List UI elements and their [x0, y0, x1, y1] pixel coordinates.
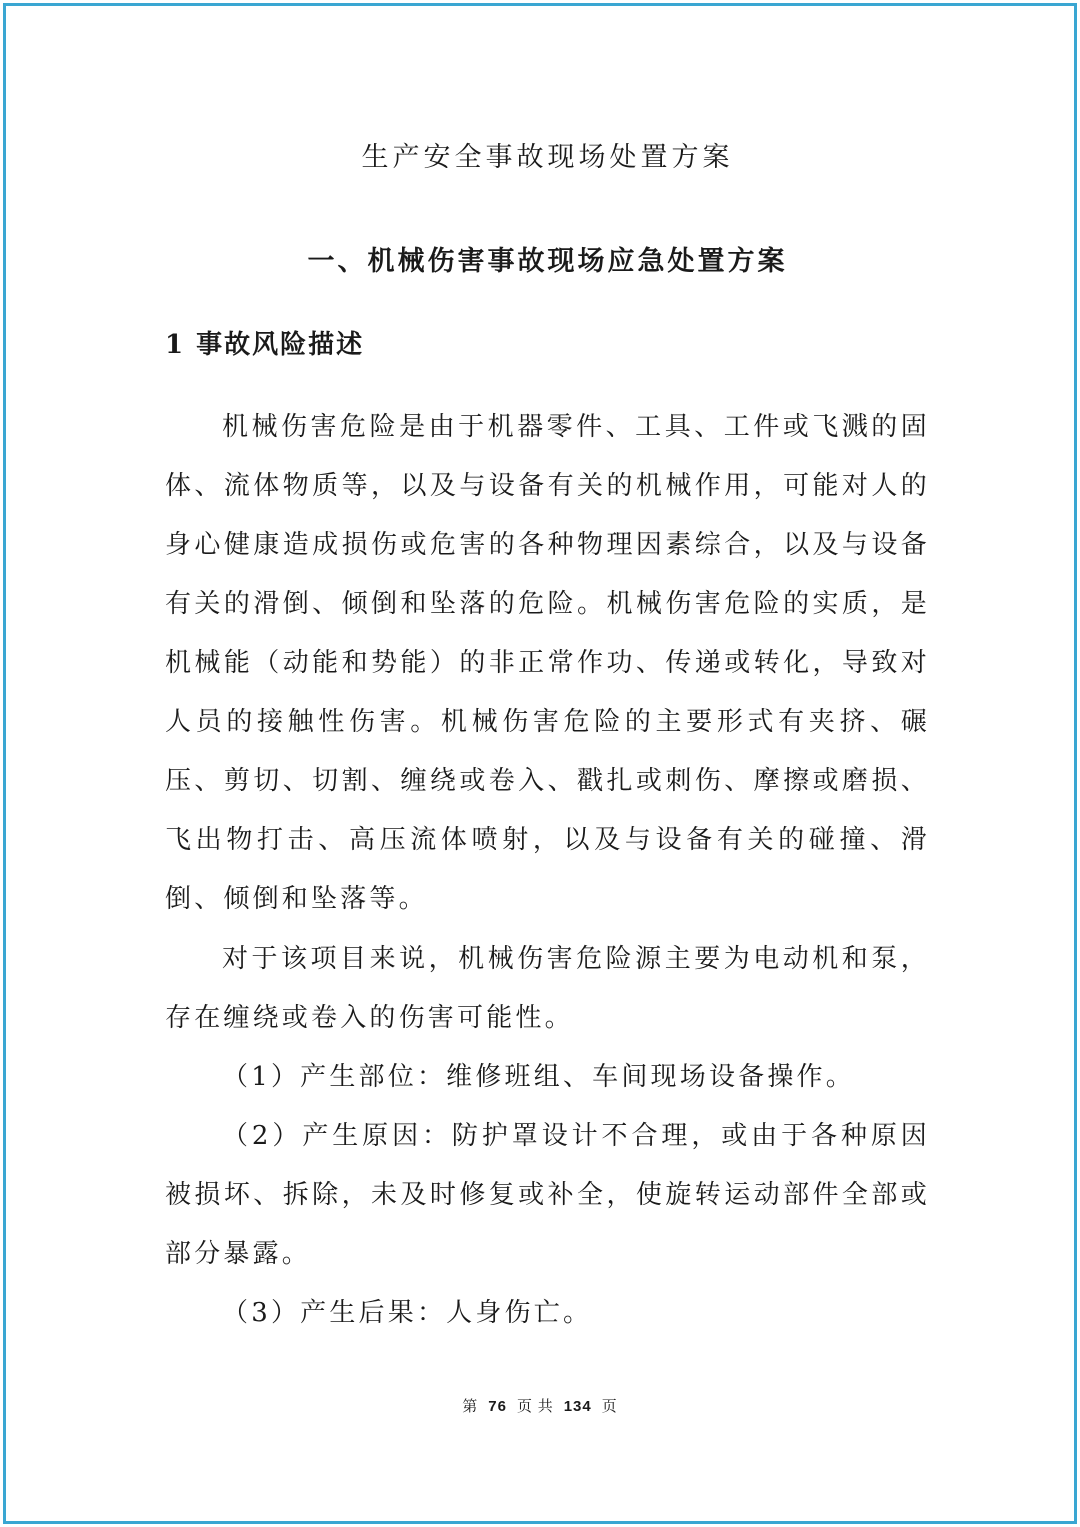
document-title: 生产安全事故现场处置方案	[361, 142, 734, 173]
paragraph-risk-description: 机械伤害危险是由于机器零件、工具、工件或飞溅的固体、流体物质等，以及与设备有关的机械作用，可能对人的身心健康造成损伤或危害的各种物理因素综合，以及与设备有关的滑倒、倾倒和坠落的危险。机械伤害危险的实质，是机械能（动能和势能）的非正常作功、传递或转化，导致对人员的接触性伤害。机械伤害危险的主要形式有夹挤、碾压、剪切、切割、缠绕或卷入、戳扎或刺伤、摩擦或磨损、飞出物打击、高压流体喷射，以及与设备有关的碰撞、滑倒、倾倒和坠落等。	[165, 412, 930, 914]
footer-prefix: 第	[462, 1399, 479, 1415]
footer-middle: 页 共	[516, 1399, 554, 1415]
footer-current-page: 76	[488, 1398, 507, 1415]
footer-total-pages: 134	[563, 1398, 592, 1415]
list-item-location: （1）产生部位：维修班组、车间现场设备操作。	[222, 1062, 855, 1092]
list-item-cause: （2）产生原因：防护罩设计不合理，或由于各种原因被损坏、拆除，未及时修复或补全，使旋转运动部件全部或部分暴露。	[165, 1121, 930, 1269]
page-number-footer	[0, 1396, 1080, 1418]
paragraph-project-hazard: 对于该项目来说，机械伤害危险源主要为电动机和泵，存在缠绕或卷入的伤害可能性。	[165, 944, 930, 1033]
footer-suffix: 页	[601, 1399, 618, 1415]
list-item-consequence: （3）产生后果：人身伤亡。	[222, 1298, 593, 1328]
section-heading: 一、机械伤害事故现场应急处置方案	[307, 246, 788, 277]
subsection-heading: 1 事故风险描述	[165, 330, 365, 360]
